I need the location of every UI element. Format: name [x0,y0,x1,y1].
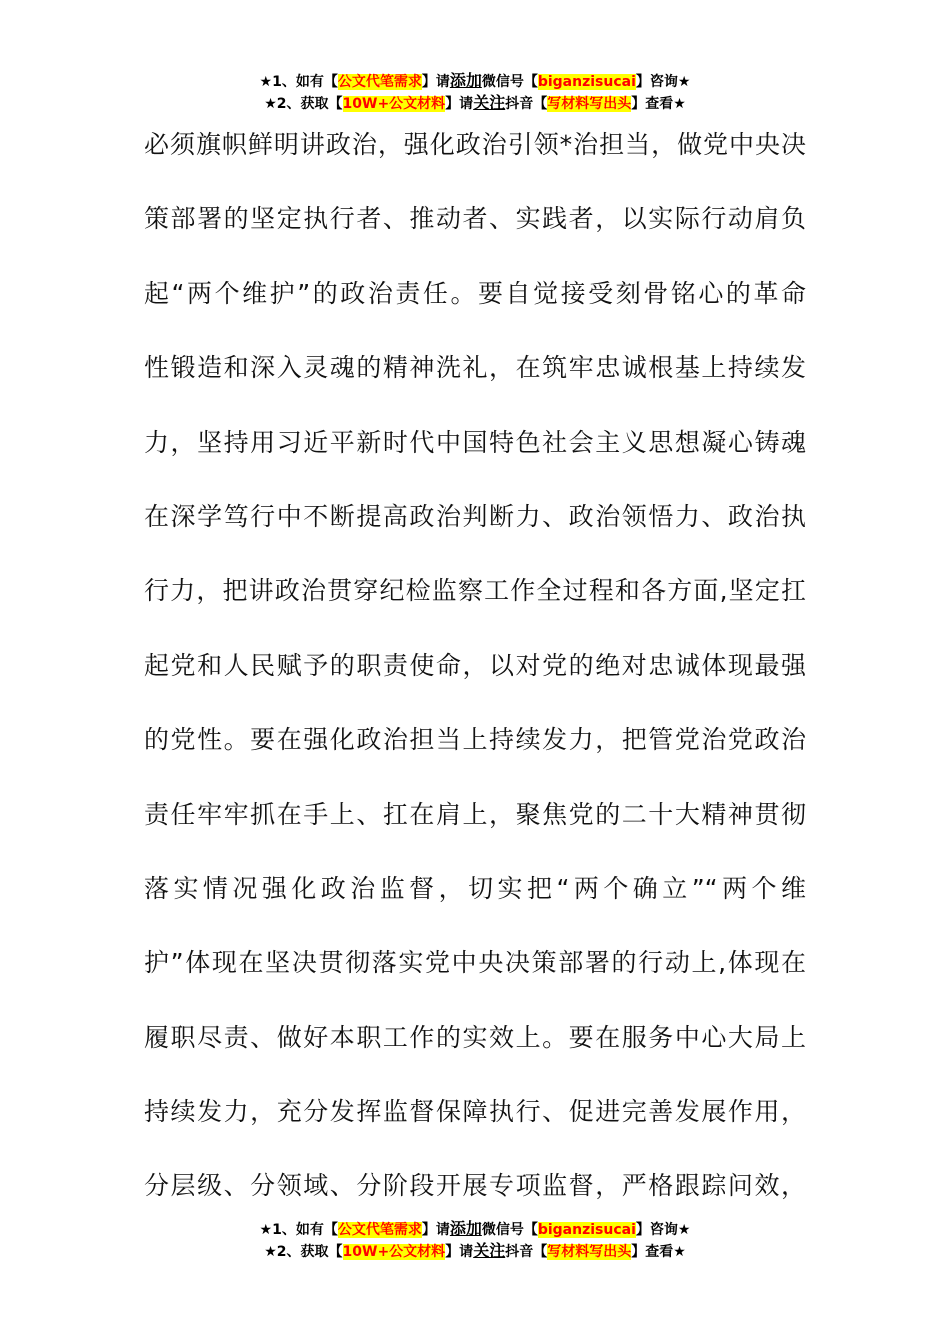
body-line: 责任牢牢抓在手上、扛在肩上，聚焦党的二十大精神贯彻 [144,799,806,829]
banner-highlight: 10W+公文材料 [342,96,446,112]
banner-text: 】请 [421,1222,450,1238]
body-line: 的党性。要在强化政治担当上持续发力，把管党治党政治 [144,725,806,755]
banner-highlight: 写材料写出头 [547,1244,632,1260]
banner-emphasis: 关注 [473,1241,506,1260]
body-line: 力，坚持用习近平新时代中国特色社会主义思想凝心铸魂 [144,427,806,457]
banner-text: 】咨询★ [635,1222,691,1238]
banner-line-1 [0,70,950,92]
banner-highlight: biganzisucai [537,1222,636,1238]
body-line: 履职尽责、做好本职工作的实效上。要在服务中心大局上 [144,1022,806,1052]
body-line: 起“两个维护”的政治责任。要自觉接受刻骨铭心的革命 [144,278,806,308]
banner-emphasis: 添加 [449,1219,482,1238]
body-line: 落实情况强化政治监督，切实把“两个确立”“两个维 [144,873,806,903]
banner-text: ★1、如有【 [259,1222,338,1238]
body-line: 护”体现在坚决贯彻落实党中央决策部署的行动上,体现在 [144,948,806,978]
banner-text: ★2、获取【 [264,1244,343,1260]
body-line: 在深学笃行中不断提高政治判断力、政治领悟力、政治执 [144,501,806,531]
body-line: 持续发力，充分发挥监督保障执行、促进完善发展作用， [144,1097,806,1127]
banner-emphasis: 添加 [449,71,482,90]
banner-text: 】请 [445,1244,474,1260]
body-paragraph [144,108,806,1224]
banner-text: 】查看★ [631,1244,686,1260]
body-line: 分层级、分领域、分阶段开展专项监督，严格跟踪问效， [144,1171,806,1201]
footer-banner [0,1218,950,1262]
banner-text: 抖音【 [505,96,548,112]
body-line: 必须旗帜鲜明讲政治，强化政治引领*治担当，做党中央决 [144,130,806,159]
banner-highlight: biganzisucai [537,74,636,90]
banner-text: 】查看★ [631,96,686,112]
banner-highlight: 公文代笔需求 [337,1222,422,1238]
banner-text: ★2、获取【 [264,96,343,112]
banner-text: 微信号【 [481,74,538,90]
banner-text: 微信号【 [481,1222,538,1238]
banner-highlight: 公文代笔需求 [337,74,422,90]
body-line: 性锻造和深入灵魂的精神洗礼，在筑牢忠诚根基上持续发 [144,353,806,383]
banner-line-1 [0,1218,950,1240]
body-line: 策部署的坚定执行者、推动者、实践者，以实际行动肩负 [144,204,806,234]
banner-line-2 [0,1240,950,1262]
banner-emphasis: 关注 [473,93,506,112]
body-line: 起党和人民赋予的职责使命，以对党的绝对忠诚体现最强 [144,650,806,680]
banner-text: 抖音【 [505,1244,548,1260]
banner-text: ★1、如有【 [259,74,338,90]
banner-text: 】请 [445,96,474,112]
banner-highlight: 写材料写出头 [547,96,632,112]
banner-highlight: 10W+公文材料 [342,1244,446,1260]
body-line: 行力，把讲政治贯穿纪检监察工作全过程和各方面,坚定扛 [144,576,806,606]
banner-text: 】咨询★ [635,74,691,90]
banner-text: 】请 [421,74,450,90]
